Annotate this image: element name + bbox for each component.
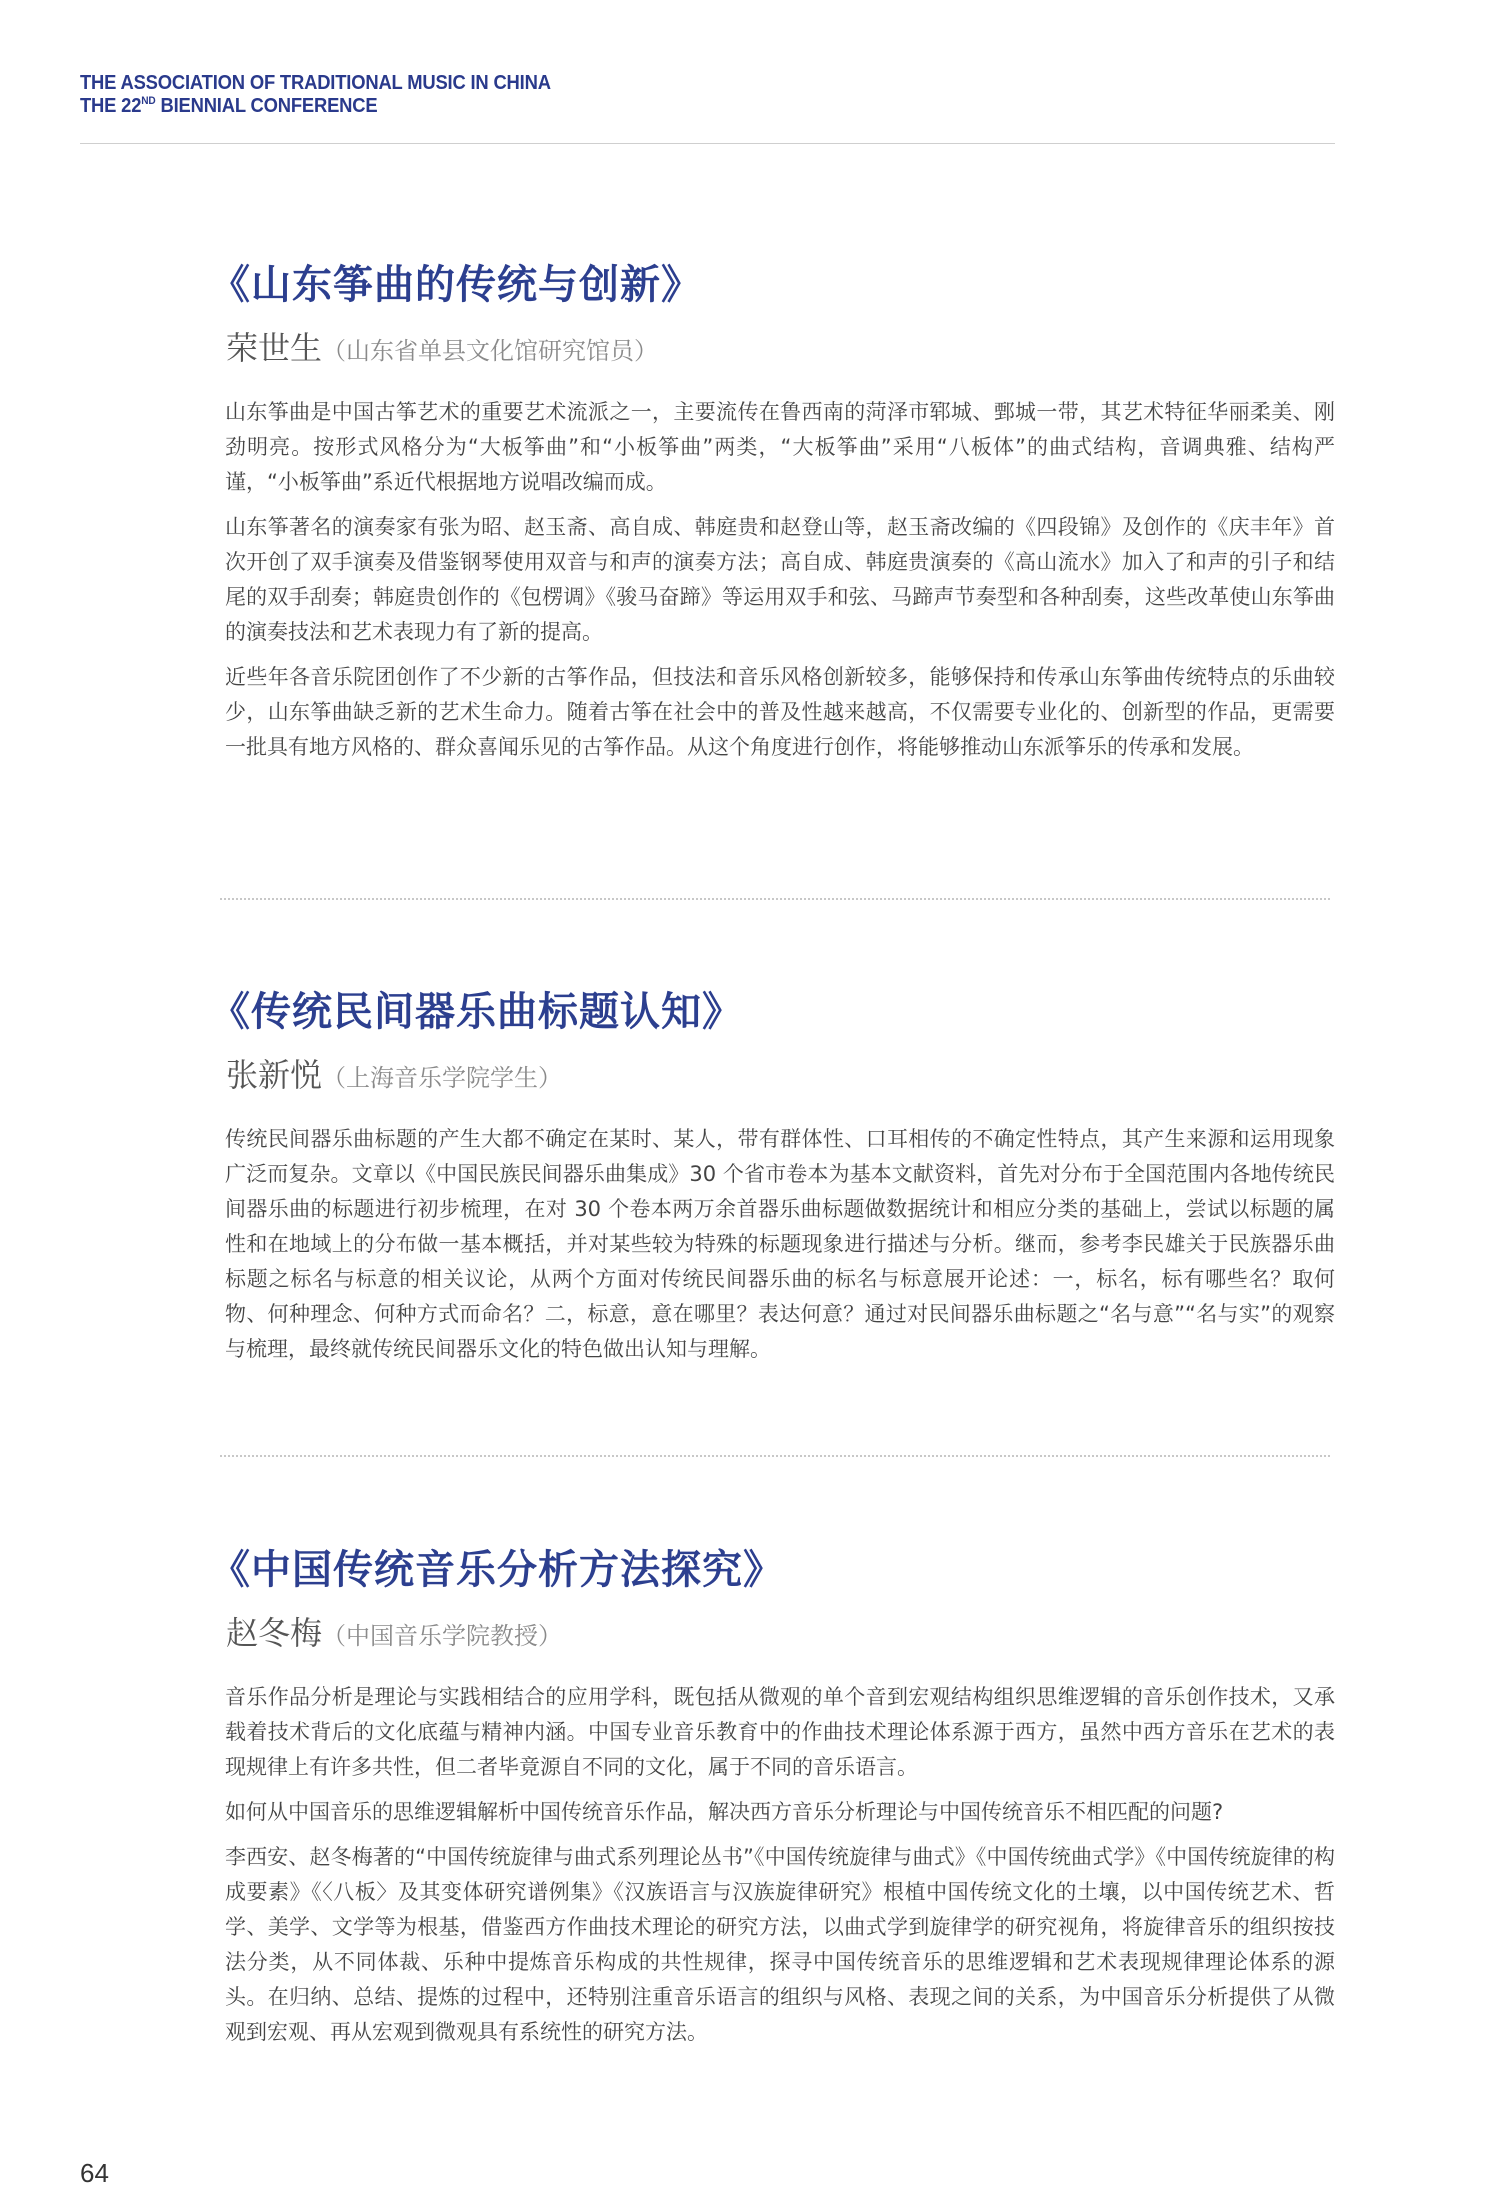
article-folk-instrumental-titles: [210, 982, 1335, 1377]
author-affiliation: （山东省单县文化馆研究馆员）: [322, 337, 659, 365]
article-body: [225, 395, 1335, 765]
dotted-divider: [220, 898, 1330, 900]
article-body: [225, 1122, 1335, 1367]
author-line: [226, 1608, 1335, 1658]
paragraph: 传统民间器乐曲标题的产生大都不确定在某时、某人，带有群体性、口耳相传的不确定性特点，其产生来源和运用现象广泛而复杂。文章以《中国民族民间器乐曲集成》30 个省市卷本为基本文献资料，首先对分布于全国范围内各地传统民间器乐曲的标题进行初步梳理，在对 30 个卷本两万余首器乐曲标题做数据统计和相应分类的基础上，尝试以标题的属性和在地域上的分布做一基本概括，并对某些较为特殊的标题现象进行描述与分析。继而，参考李民雄关于民族器乐曲标题之标名与标意的相关议论，从两个方面对传统民间器乐曲的标名与标意展开论述：一，标名，标有哪些名？取何物、何种理念、何种方式而命名？二，标意，意在哪里？表达何意？通过对民间器乐曲标题之“名与意”“名与实”的观察与梳理，最终就传统民间器乐文化的特色做出认知与理解。: [225, 1127, 1335, 1361]
article-shandong-zheng: [210, 255, 1335, 775]
paragraph: 山东筝曲是中国古筝艺术的重要艺术流派之一，主要流传在鲁西南的菏泽市郓城、鄄城一带，其艺术特征华丽柔美、刚劲明亮。按形式风格分为“大板筝曲”和“小板筝曲”两类，“大板筝曲”采用“八板体”的曲式结构，音调典雅、结构严谨，“小板筝曲”系近代根据地方说唱改编而成。: [225, 400, 1335, 494]
article-music-analysis-methods: [210, 1540, 1335, 2060]
author-line: [226, 323, 1335, 373]
author-line: [226, 1050, 1335, 1100]
paragraph: 如何从中国音乐的思维逻辑解析中国传统音乐作品，解决西方音乐分析理论与中国传统音乐不相匹配的问题?: [225, 1800, 1224, 1824]
header-line-2-suffix: BIENNIAL CONFERENCE: [155, 95, 378, 117]
header-line-2-ordinal: ND: [141, 95, 156, 107]
paragraph: 音乐作品分析是理论与实践相结合的应用学科，既包括从微观的单个音到宏观结构组织思维逻辑的音乐创作技术，又承载着技术背后的文化底蕴与精神内涵。中国专业音乐教育中的作曲技术理论体系源于西方，虽然中西方音乐在艺术的表现规律上有许多共性，但二者毕竟源自不同的文化，属于不同的音乐语言。: [225, 1685, 1335, 1779]
article-title: 《传统民间器乐曲标题认知》: [210, 988, 743, 1035]
author-name: 赵冬梅: [226, 1614, 323, 1652]
author-affiliation: （上海音乐学院学生）: [322, 1064, 563, 1092]
header-line-2-prefix: THE 22: [80, 95, 142, 117]
conference-header: [80, 72, 551, 118]
paragraph: 山东筝著名的演奏家有张为昭、赵玉斋、高自成、韩庭贵和赵登山等，赵玉斋改编的《四段锦》及创作的《庆丰年》首次开创了双手演奏及借鉴钢琴使用双音与和声的演奏方法；高自成、韩庭贵演奏的《高山流水》加入了和声的引子和结尾的双手刮奏；韩庭贵创作的《包楞调》《骏马奋蹄》等运用双手和弦、马蹄声节奏型和各种刮奏，这些改革使山东筝曲的演奏技法和艺术表现力有了新的提高。: [225, 515, 1335, 644]
author-affiliation: （中国音乐学院教授）: [322, 1622, 563, 1650]
header-line-1: THE ASSOCIATION OF TRADITIONAL MUSIC IN CHINA: [80, 72, 551, 94]
paragraph: 近些年各音乐院团创作了不少新的古筝作品，但技法和音乐风格创新较多，能够保持和传承山东筝曲传统特点的乐曲较少，山东筝曲缺乏新的艺术生命力。随着古筝在社会中的普及性越来越高，不仅需要专业化的、创新型的作品，更需要一批具有地方风格的、群众喜闻乐见的古筝作品。从这个角度进行创作，将能够推动山东派筝乐的传承和发展。: [225, 665, 1335, 759]
author-name: 荣世生: [226, 329, 323, 367]
header-line-2: [80, 95, 551, 118]
author-name: 张新悦: [226, 1056, 323, 1094]
page-number: 64: [80, 2158, 109, 2188]
paragraph: 李西安、赵冬梅著的“中国传统旋律与曲式系列理论丛书”《中国传统旋律与曲式》《中国传统曲式学》《中国传统旋律的构成要素》《〈八板〉及其变体研究谱例集》《汉族语言与汉族旋律研究》根植中国传统文化的土壤，以中国传统艺术、哲学、美学、文学等为根基，借鉴西方作曲技术理论的研究方法，以曲式学到旋律学的研究视角，将旋律音乐的组织按技法分类，从不同体裁、乐种中提炼音乐构成的共性规律，探寻中国传统音乐的思维逻辑和艺术表现规律理论体系的源头。在归纳、总结、提炼的过程中，还特别注重音乐语言的组织与风格、表现之间的关系，为中国音乐分析提供了从微观到宏观、再从宏观到微观具有系统性的研究方法。: [225, 1845, 1335, 2044]
header-rule: [80, 143, 1335, 144]
article-title: 《山东筝曲的传统与创新》: [210, 261, 702, 308]
dotted-divider: [220, 1455, 1330, 1457]
article-body: [225, 1680, 1335, 2050]
article-title: 《中国传统音乐分析方法探究》: [210, 1546, 784, 1593]
